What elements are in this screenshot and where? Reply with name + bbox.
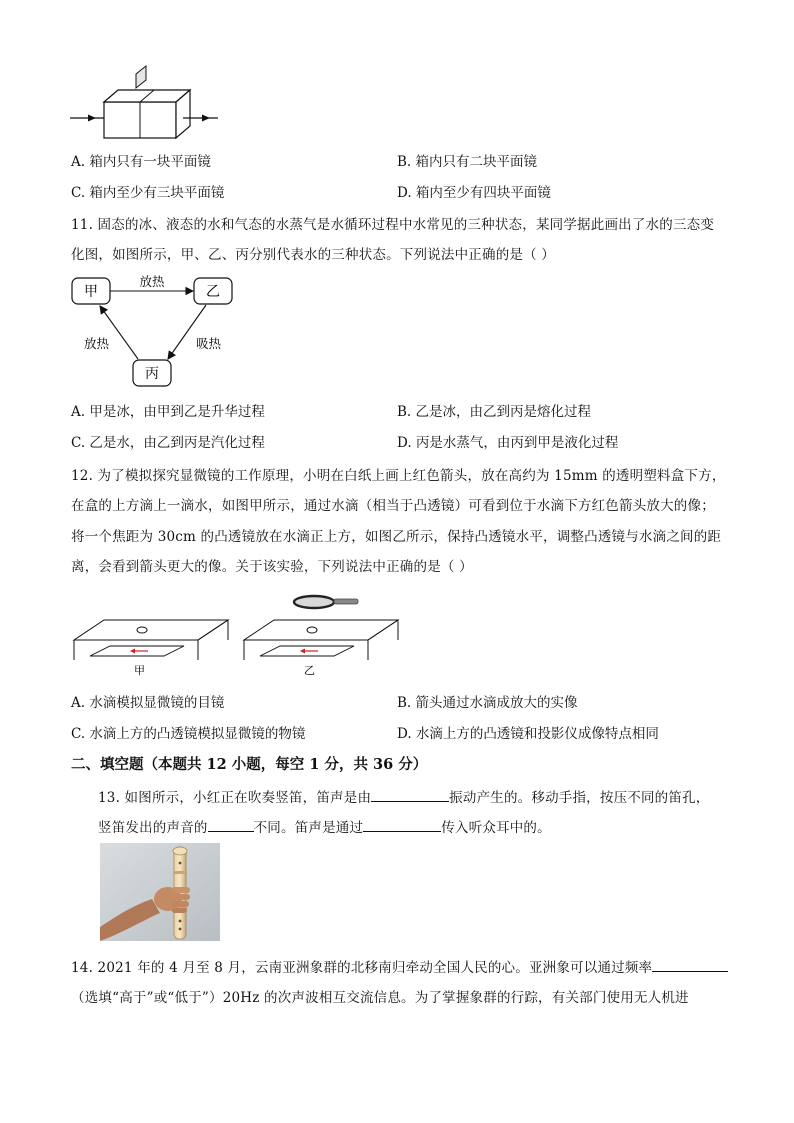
q12-option-c: C. 水滴上方的凸透镜模拟显微镜的物镜 xyxy=(71,726,306,742)
q12-fig-yi-label: 乙 xyxy=(304,664,315,677)
q12-figures xyxy=(68,590,408,680)
q12-figure-jia xyxy=(74,620,228,677)
q11-edge-ab-label: 放热 xyxy=(139,274,165,289)
q10-option-c: C. 箱内至少有三块平面镜 xyxy=(71,185,225,201)
q13-line1 xyxy=(98,786,709,806)
q14-line1 xyxy=(71,956,728,976)
q12-stem-line1: 12. 为了模拟探究显微镜的工作原理，小明在白纸上画上红色箭头，放在高约为 15mm 的透明塑料盒下方， xyxy=(71,468,726,484)
q11-node-yi-label: 乙 xyxy=(206,284,220,300)
q12-figure-yi xyxy=(244,596,398,677)
q13-line2 xyxy=(98,816,551,836)
q10-option-d: D. 箱内至少有四块平面镜 xyxy=(397,185,551,201)
q13-text-2: 振动产生的。移动手指，按压不同的笛孔， xyxy=(449,790,710,806)
section-title-fill-in: 二、填空题（本题共 12 小题，每空 1 分，共 36 分） xyxy=(71,756,428,773)
q13-blank-3[interactable] xyxy=(363,817,441,832)
q11-edge-ca-label: 放热 xyxy=(84,336,110,351)
q11-edge-bc-label: 吸热 xyxy=(196,336,222,351)
q12-fig-jia-label: 甲 xyxy=(134,664,145,677)
q13-text-5: 传入听众耳中的。 xyxy=(441,820,551,836)
q13-text-3: 竖笛发出的声音的 xyxy=(98,820,208,836)
q11-option-a: A. 甲是冰，由甲到乙是升华过程 xyxy=(71,404,265,420)
q12-stem-line2: 在盒的上方滴上一滴水，如图甲所示，通过水滴（相当于凸透镜）可看到位于水滴下方红色箭头放大的像； xyxy=(71,498,715,514)
q11-option-d: D. 丙是水蒸气，由丙到甲是液化过程 xyxy=(397,435,619,451)
q11-arrow-ca xyxy=(100,306,138,359)
q12-option-d: D. 水滴上方的凸透镜和投影仪成像特点相同 xyxy=(397,726,659,742)
q14-text-1: 14. 2021 年的 4 月至 8 月，云南亚洲象群的北移南归牵动全国人民的心。亚洲象可以通过频率 xyxy=(71,960,653,976)
q10-option-a: A. 箱内只有一块平面镜 xyxy=(71,154,211,170)
q10-option-b: B. 箱内只有二块平面镜 xyxy=(397,154,538,170)
q11-stem-line1: 11. 固态的冰、液态的水和气态的水蒸气是水循环过程中水常见的三种状态，某同学据此画出了水的三态变 xyxy=(71,217,715,233)
q12-stem-line4: 离，会看到箭头更大的像。关于该实验，下列说法中正确的是（ ） xyxy=(71,559,473,575)
q11-node-bing-label: 丙 xyxy=(145,366,159,382)
q12-lens-icon xyxy=(294,596,334,608)
q13-recorder-photo xyxy=(100,843,220,941)
q11-option-c: C. 乙是水，由乙到丙是汽化过程 xyxy=(71,435,265,451)
q12-stem-line3: 将一个焦距为 30cm 的凸透镜放在水滴正上方，如图乙所示，保持凸透镜水平，调整凸透镜与水滴之间的距 xyxy=(71,529,722,545)
q13-blank-2[interactable] xyxy=(208,817,254,832)
q13-text-1: 13. 如图所示，小红正在吹奏竖笛，笛声是由 xyxy=(98,790,372,806)
q11-option-b: B. 乙是冰，由乙到丙是熔化过程 xyxy=(397,404,592,420)
q10-box-figure xyxy=(66,62,226,146)
q13-text-4: 不同。笛声是通过 xyxy=(253,820,364,836)
q11-stem-line2: 化图，如图所示，甲、乙、丙分别代表水的三种状态。下列说法中正确的是（ ） xyxy=(71,247,555,263)
q11-node-jia-label: 甲 xyxy=(84,284,98,300)
q12-option-b: B. 箭头通过水滴成放大的实像 xyxy=(397,695,578,711)
q12-option-a: A. 水滴模拟显微镜的目镜 xyxy=(71,695,225,711)
q13-blank-1[interactable] xyxy=(371,787,449,802)
q14-line2: （选填“高于”或“低于”）20Hz 的次声波相互交流信息。为了掌握象群的行踪，有关部门使用无人机进 xyxy=(71,990,689,1006)
q11-state-diagram xyxy=(66,270,246,390)
q14-blank-1[interactable] xyxy=(652,957,728,972)
